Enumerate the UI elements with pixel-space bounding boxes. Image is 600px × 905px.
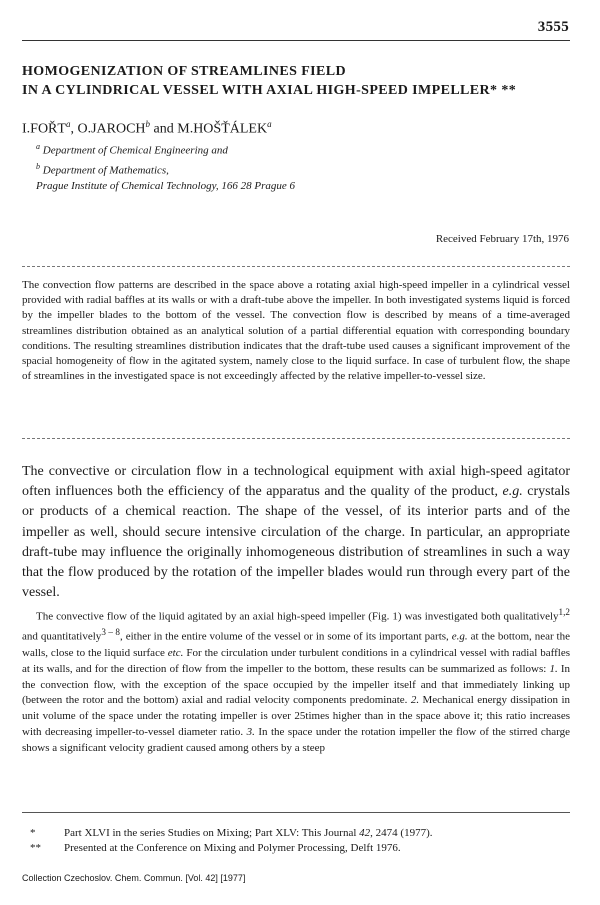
intro-text: crystals or products of a chemical reaction. The shape of the vessel, of its interior parts and of the impeller as well, should secure intensive circulation of the charge. In particular, an appropriate draft-tube may influence the originally inhomogeneous distribution of streamlines in such a way that the flow produced by the rotation of the impeller blades would run through every part of the vessel. [22, 484, 571, 601]
affiliations [36, 139, 295, 194]
journal-citation: Collection Czechoslov. Chem. Commun. [Vol. 42] [1977] [22, 873, 246, 883]
received-date: Received February 17th, 1976 [435, 233, 569, 245]
body-text: , either in the entire volume of the vessel or in some of its important parts, [120, 631, 452, 644]
affiliation-line [36, 159, 295, 179]
body-text: and quantitatively [22, 631, 102, 644]
intro-paragraph [22, 462, 570, 603]
footnote-body: Part XLVI in the series Studies on Mixing; Part XLV: This Journal [64, 827, 360, 839]
author-name: O.JAROCH [77, 121, 146, 137]
body-text: In the convection flow, with the exception of the space occupied by the impeller itself and that immediately linking up (between the rotor and the bottom) axial and radial velocity components predominate. [22, 662, 570, 707]
body-text: Mechanical energy dissipation in unit volume of the space under the rotating impeller is over 25times higher than in the space above it; this ratio increases with decreasing impeller-to-vessel diameter ratio. [22, 694, 570, 738]
reference-mark: 3 – 8 [101, 627, 121, 638]
intro-text: The convective or circulation flow in a technological equipment with axial high-speed agitator often influences both the efficiency of the apparatus and the quality of the product, [22, 464, 570, 500]
footnote-mark: * [30, 827, 36, 839]
footnote-volume: 42 [359, 827, 371, 839]
author-separator: and [150, 121, 178, 137]
body-text: The convective flow of the liquid agitated by an axial high-speed impeller (Fig. 1) was investigated both qualitatively [36, 610, 559, 623]
affiliation-line [36, 139, 295, 159]
abstract-top-rule [22, 266, 570, 267]
footnote [30, 841, 433, 856]
affiliation-mark: b [36, 161, 40, 171]
author-affil-mark: b [145, 119, 151, 129]
author-separator: , [70, 121, 78, 137]
footnote-body: , 2474 (1977). [370, 827, 433, 839]
top-rule [22, 40, 570, 41]
author-affil-mark: a [267, 119, 272, 129]
affiliation-text: Department of Chemical Engineering and [42, 144, 228, 157]
affiliation-text: Prague Institute of Chemical Technology, 166 28 Prague 6 [36, 180, 295, 193]
affiliation-line [36, 178, 295, 194]
title-line-1: HOMOGENIZATION OF STREAMLINES FIELD [22, 64, 346, 79]
author-name: M.HOŠŤÁLEK [177, 121, 268, 137]
page-number: 3555 [537, 19, 569, 35]
footnotes [30, 826, 433, 856]
body-paragraph [22, 605, 570, 756]
reference-mark: 1,2 [558, 607, 570, 617]
body-text: at the bottom, near the walls, close to the liquid surface [22, 631, 570, 659]
body-text: In the space under the rotation impeller the flow of the stirred charge shows a significant velocity gradient caused among others by a steep [22, 725, 570, 754]
enum-number: 1. [549, 662, 558, 675]
author-list [22, 119, 272, 138]
affiliation-mark: a [36, 142, 40, 151]
footnote-mark: ** [30, 842, 41, 854]
footnote-text: Presented at the Conference on Mixing and Polymer Processing, Delft 1976. [64, 842, 401, 854]
body-text: For the circulation under turbulent conditions in a cylindrical vessel with radial baffles at its walls, and for the direction of flow from the impeller to the bottom, these results can be summarized as follows: [22, 646, 570, 675]
affiliation-text: Department of Mathematics, [42, 164, 169, 177]
enum-number: 2. [410, 694, 420, 707]
body-abbrev: e.g. [451, 631, 468, 644]
footnote [30, 826, 433, 841]
title-line-2: IN A CYLINDRICAL VESSEL WITH AXIAL HIGH-SPEED IMPELLER* ** [22, 83, 517, 98]
footnote-text [64, 826, 433, 841]
abstract-bottom-rule [22, 438, 570, 439]
intro-abbrev: e.g. [502, 484, 523, 500]
author-name: I.FOŘT [22, 121, 66, 137]
abstract: The convection flow patterns are described in the space above a rotating axial high-speed impeller in a cylindrical vessel provided with radial baffles at its walls or with a draft-tube above the impeller. In both investigated systems liquid is forced by the impeller blades to the bottom of the vessel. The convection flow is described by means of a time-averaged streamlines distribution obtained as an analytical solution of a partial differential equation with corresponding boundary conditions. The resulting streamlines distribution indicates that the draft-tube used causes a significant improvement of the spacial homogeneity of flow in the agitated system, namely close to the liquid surface. In case of turbulent flow, the shape of streamlines in the investigated space is not exceedingly affected by the relative impeller-to-vessel size. [22, 279, 570, 383]
body-abbrev: etc. [167, 646, 184, 659]
paper-title [22, 62, 582, 100]
author-affil-mark: a [65, 119, 71, 129]
enum-number: 3. [246, 725, 255, 738]
footnote-rule [22, 812, 570, 813]
